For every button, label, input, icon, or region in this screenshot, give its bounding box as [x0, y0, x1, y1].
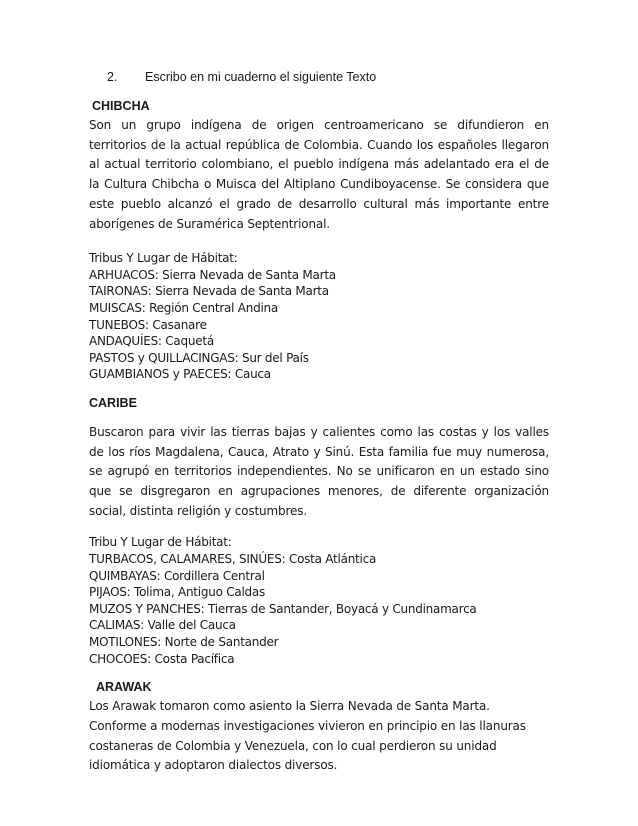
caribe-item: TURBACOS, CALAMARES, SINÚES: Costa Atlántica [89, 552, 377, 567]
caribe-item: CALIMAS: Valle del Cauca [89, 618, 236, 633]
chibcha-item: TAIRONAS: Sierra Nevada de Santa Marta [89, 284, 329, 299]
chibcha-item: GUAMBIANOS y PAECES: Cauca [89, 367, 271, 382]
chibcha-item: PASTOS y QUILLACINGAS: Sur del País [89, 350, 309, 365]
caribe-item: MUZOS Y PANCHES: Tierras de Santander, Boyacá y Cundinamarca [89, 601, 477, 616]
chibcha-item: ANDAQUÍES: Caquetá [89, 334, 214, 349]
chibcha-item: ARHUACOS: Sierra Nevada de Santa Marta [89, 267, 336, 282]
arawak-paragraph: Los Arawak tomaron como asiento la Sierra Nevada de Santa Marta. Conforme a modernas investigaciones vivieron en principio en las llanuras costaneras de Colombia y Venezuela, con lo cual perdieron su unidad idiomática y adoptaron dialectos diversos. [89, 699, 526, 773]
chibcha-title: CHIBCHA [92, 99, 150, 113]
caribe-item: PIJAOS: Tolima, Antiguo Caldas [89, 585, 266, 600]
caribe-item: CHOCOES: Costa Pacífica [89, 651, 235, 666]
chibcha-list-title: Tribus Y Lugar de Hábitat: [89, 251, 238, 266]
document-page [89, 68, 549, 776]
numbered-heading [107, 68, 549, 86]
arawak-title: ARAWAK [96, 680, 152, 695]
caribe-list-title: Tribu Y Lugar de Hábitat: [89, 535, 232, 550]
heading-text: Escribo en mi cuaderno el siguiente Texto [145, 70, 377, 84]
caribe-item: MOTILONES: Norte de Santander [89, 635, 279, 650]
heading-number: 2. [107, 70, 118, 84]
chibcha-item: TUNEBOS: Casanare [89, 317, 207, 332]
caribe-title: CARIBE [89, 395, 137, 410]
chibcha-item: MUISCAS: Región Central Andina [89, 301, 278, 315]
caribe-item: QUIMBAYAS: Cordillera Central [89, 568, 265, 583]
chibcha-paragraph: Son un grupo indígena de origen centroamericano se difundieron en territorios de la actual república de Colombia. Cuando los españoles llegaron al actual territorio colombiano, el pueblo indígena más adelantado era el de la Cultura Chibcha o Muisca del Altiplano Cundiboyacense. Se considera que este pueblo alcanzó el grado de desarrollo cultural más importante entre aborígenes de Suramérica Septentrional. [89, 118, 549, 231]
caribe-paragraph: Buscaron para vivir las tierras bajas y calientes como las costas y los valles de los ríos Magdalena, Cauca, Atrato y Sinú. Esta familia fue muy numerosa, se agrupó en territorios independientes. No se unificaron en un estado sino que se disgregaron en agrupaciones menores, de diferente organización social, distinta religión y costumbres. [89, 424, 549, 518]
